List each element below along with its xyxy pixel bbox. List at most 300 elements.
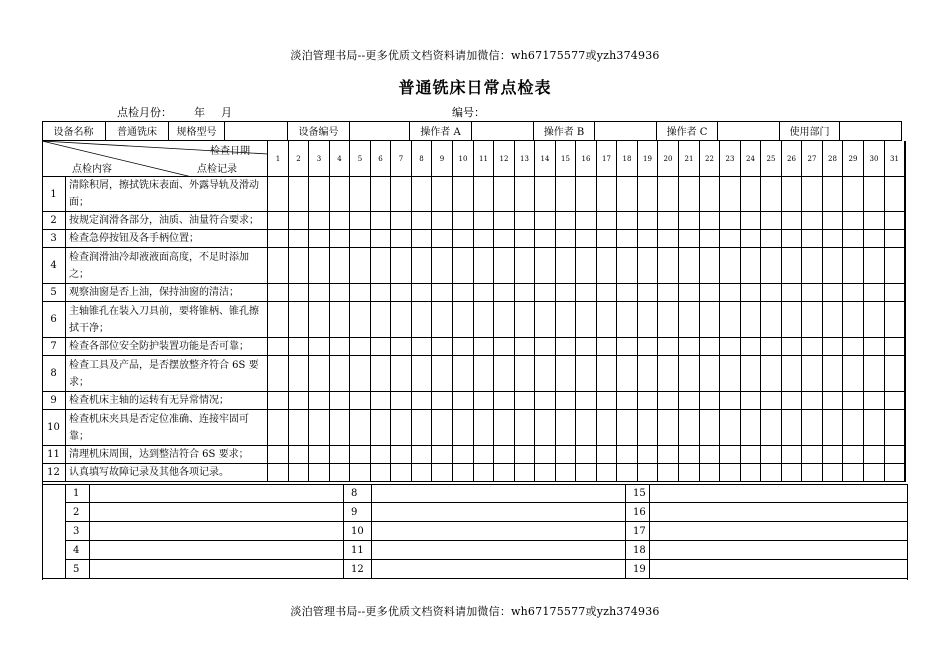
check-cell[interactable] xyxy=(453,302,474,338)
record-entry-field[interactable] xyxy=(372,484,626,503)
check-cell[interactable] xyxy=(658,464,679,482)
check-cell[interactable] xyxy=(658,410,679,446)
check-cell[interactable] xyxy=(432,284,453,302)
check-cell[interactable] xyxy=(309,392,330,410)
check-cell[interactable] xyxy=(309,284,330,302)
check-cell[interactable] xyxy=(556,248,576,284)
check-cell[interactable] xyxy=(494,248,515,284)
check-cell[interactable] xyxy=(617,284,638,302)
check-cell[interactable] xyxy=(679,177,700,212)
check-cell[interactable] xyxy=(700,302,720,338)
check-cell[interactable] xyxy=(453,338,474,356)
check-cell[interactable] xyxy=(823,284,843,302)
check-cell[interactable] xyxy=(782,177,802,212)
check-cell[interactable] xyxy=(885,230,905,248)
check-cell[interactable] xyxy=(617,446,638,464)
check-cell[interactable] xyxy=(741,302,761,338)
check-cell[interactable] xyxy=(720,230,741,248)
check-cell[interactable] xyxy=(309,248,330,284)
check-cell[interactable] xyxy=(597,248,617,284)
check-cell[interactable] xyxy=(576,464,597,482)
check-cell[interactable] xyxy=(864,230,885,248)
equipment-no-value[interactable] xyxy=(350,121,410,141)
check-cell[interactable] xyxy=(741,464,761,482)
check-cell[interactable] xyxy=(761,212,782,230)
check-cell[interactable] xyxy=(823,356,843,392)
check-cell[interactable] xyxy=(289,212,309,230)
check-cell[interactable] xyxy=(350,177,371,212)
check-cell[interactable] xyxy=(494,356,515,392)
check-cell[interactable] xyxy=(679,464,700,482)
check-cell[interactable] xyxy=(720,338,741,356)
check-cell[interactable] xyxy=(330,248,350,284)
check-cell[interactable] xyxy=(289,464,309,482)
check-cell[interactable] xyxy=(782,338,802,356)
check-cell[interactable] xyxy=(474,338,494,356)
check-cell[interactable] xyxy=(700,446,720,464)
check-cell[interactable] xyxy=(843,410,864,446)
check-cell[interactable] xyxy=(494,212,515,230)
check-cell[interactable] xyxy=(679,230,700,248)
check-cell[interactable] xyxy=(638,446,658,464)
check-cell[interactable] xyxy=(453,248,474,284)
check-cell[interactable] xyxy=(576,248,597,284)
check-cell[interactable] xyxy=(268,302,289,338)
check-cell[interactable] xyxy=(412,410,432,446)
check-cell[interactable] xyxy=(309,464,330,482)
check-cell[interactable] xyxy=(823,338,843,356)
check-cell[interactable] xyxy=(494,446,515,464)
check-cell[interactable] xyxy=(617,177,638,212)
check-cell[interactable] xyxy=(515,248,535,284)
check-cell[interactable] xyxy=(741,284,761,302)
check-cell[interactable] xyxy=(474,446,494,464)
check-cell[interactable] xyxy=(412,464,432,482)
check-cell[interactable] xyxy=(658,248,679,284)
equipment-name-value[interactable]: 普通铣床 xyxy=(106,121,169,141)
check-cell[interactable] xyxy=(289,356,309,392)
check-cell[interactable] xyxy=(720,248,741,284)
check-cell[interactable] xyxy=(309,177,330,212)
check-cell[interactable] xyxy=(679,392,700,410)
check-cell[interactable] xyxy=(864,338,885,356)
check-cell[interactable] xyxy=(782,392,802,410)
check-cell[interactable] xyxy=(556,356,576,392)
check-cell[interactable] xyxy=(576,392,597,410)
check-cell[interactable] xyxy=(289,284,309,302)
check-cell[interactable] xyxy=(309,212,330,230)
check-cell[interactable] xyxy=(761,248,782,284)
record-entry-field[interactable] xyxy=(90,503,344,522)
check-cell[interactable] xyxy=(535,356,556,392)
check-cell[interactable] xyxy=(885,392,905,410)
check-cell[interactable] xyxy=(720,446,741,464)
check-cell[interactable] xyxy=(843,356,864,392)
check-cell[interactable] xyxy=(597,410,617,446)
check-cell[interactable] xyxy=(350,248,371,284)
check-cell[interactable] xyxy=(782,446,802,464)
check-cell[interactable] xyxy=(412,248,432,284)
check-cell[interactable] xyxy=(412,177,432,212)
check-cell[interactable] xyxy=(289,410,309,446)
check-cell[interactable] xyxy=(412,338,432,356)
check-cell[interactable] xyxy=(802,248,823,284)
check-cell[interactable] xyxy=(720,356,741,392)
check-cell[interactable] xyxy=(432,410,453,446)
check-cell[interactable] xyxy=(843,464,864,482)
check-cell[interactable] xyxy=(330,410,350,446)
check-cell[interactable] xyxy=(391,392,412,410)
check-cell[interactable] xyxy=(658,338,679,356)
check-cell[interactable] xyxy=(802,410,823,446)
check-cell[interactable] xyxy=(515,356,535,392)
check-cell[interactable] xyxy=(453,356,474,392)
check-cell[interactable] xyxy=(700,230,720,248)
check-cell[interactable] xyxy=(638,356,658,392)
check-cell[interactable] xyxy=(576,230,597,248)
check-cell[interactable] xyxy=(885,284,905,302)
check-cell[interactable] xyxy=(556,284,576,302)
check-cell[interactable] xyxy=(330,230,350,248)
check-cell[interactable] xyxy=(268,356,289,392)
check-cell[interactable] xyxy=(371,302,391,338)
record-entry-field[interactable] xyxy=(650,541,908,560)
check-cell[interactable] xyxy=(556,410,576,446)
check-cell[interactable] xyxy=(576,284,597,302)
check-cell[interactable] xyxy=(700,392,720,410)
check-cell[interactable] xyxy=(720,302,741,338)
check-cell[interactable] xyxy=(535,302,556,338)
check-cell[interactable] xyxy=(268,284,289,302)
check-cell[interactable] xyxy=(761,356,782,392)
check-cell[interactable] xyxy=(412,446,432,464)
check-cell[interactable] xyxy=(371,392,391,410)
check-cell[interactable] xyxy=(843,177,864,212)
check-cell[interactable] xyxy=(761,410,782,446)
check-cell[interactable] xyxy=(535,284,556,302)
operator-b-value[interactable] xyxy=(595,121,657,141)
check-cell[interactable] xyxy=(309,302,330,338)
check-cell[interactable] xyxy=(597,230,617,248)
check-cell[interactable] xyxy=(802,230,823,248)
record-entry-field[interactable] xyxy=(650,522,908,541)
check-cell[interactable] xyxy=(638,338,658,356)
check-cell[interactable] xyxy=(535,464,556,482)
check-cell[interactable] xyxy=(391,248,412,284)
check-cell[interactable] xyxy=(535,410,556,446)
check-cell[interactable] xyxy=(679,212,700,230)
check-cell[interactable] xyxy=(864,177,885,212)
check-cell[interactable] xyxy=(843,284,864,302)
check-cell[interactable] xyxy=(474,410,494,446)
check-cell[interactable] xyxy=(885,338,905,356)
check-cell[interactable] xyxy=(391,464,412,482)
check-cell[interactable] xyxy=(268,177,289,212)
check-cell[interactable] xyxy=(432,392,453,410)
check-cell[interactable] xyxy=(289,230,309,248)
check-cell[interactable] xyxy=(638,248,658,284)
record-entry-field[interactable] xyxy=(650,560,908,579)
check-cell[interactable] xyxy=(617,230,638,248)
check-cell[interactable] xyxy=(268,410,289,446)
check-cell[interactable] xyxy=(432,230,453,248)
check-cell[interactable] xyxy=(535,446,556,464)
check-cell[interactable] xyxy=(843,446,864,464)
check-cell[interactable] xyxy=(412,284,432,302)
check-cell[interactable] xyxy=(700,410,720,446)
check-cell[interactable] xyxy=(720,177,741,212)
check-cell[interactable] xyxy=(576,338,597,356)
check-cell[interactable] xyxy=(741,212,761,230)
check-cell[interactable] xyxy=(309,446,330,464)
check-cell[interactable] xyxy=(617,338,638,356)
check-cell[interactable] xyxy=(741,356,761,392)
check-cell[interactable] xyxy=(597,177,617,212)
check-cell[interactable] xyxy=(391,284,412,302)
check-cell[interactable] xyxy=(741,392,761,410)
check-cell[interactable] xyxy=(700,248,720,284)
check-cell[interactable] xyxy=(494,230,515,248)
check-cell[interactable] xyxy=(494,410,515,446)
check-cell[interactable] xyxy=(864,392,885,410)
check-cell[interactable] xyxy=(474,177,494,212)
check-cell[interactable] xyxy=(843,248,864,284)
check-cell[interactable] xyxy=(782,212,802,230)
check-cell[interactable] xyxy=(515,464,535,482)
check-cell[interactable] xyxy=(679,284,700,302)
check-cell[interactable] xyxy=(700,177,720,212)
check-cell[interactable] xyxy=(535,212,556,230)
check-cell[interactable] xyxy=(658,230,679,248)
record-entry-field[interactable] xyxy=(650,503,908,522)
check-cell[interactable] xyxy=(700,212,720,230)
check-cell[interactable] xyxy=(268,392,289,410)
check-cell[interactable] xyxy=(350,230,371,248)
check-cell[interactable] xyxy=(474,302,494,338)
check-cell[interactable] xyxy=(576,410,597,446)
check-cell[interactable] xyxy=(268,446,289,464)
check-cell[interactable] xyxy=(885,302,905,338)
check-cell[interactable] xyxy=(432,338,453,356)
check-cell[interactable] xyxy=(885,212,905,230)
check-cell[interactable] xyxy=(864,248,885,284)
check-cell[interactable] xyxy=(802,392,823,410)
check-cell[interactable] xyxy=(330,284,350,302)
check-cell[interactable] xyxy=(597,356,617,392)
check-cell[interactable] xyxy=(391,338,412,356)
check-cell[interactable] xyxy=(843,230,864,248)
check-cell[interactable] xyxy=(453,284,474,302)
check-cell[interactable] xyxy=(700,338,720,356)
check-cell[interactable] xyxy=(432,446,453,464)
check-cell[interactable] xyxy=(576,212,597,230)
check-cell[interactable] xyxy=(556,464,576,482)
check-cell[interactable] xyxy=(864,464,885,482)
check-cell[interactable] xyxy=(761,392,782,410)
check-cell[interactable] xyxy=(432,248,453,284)
check-cell[interactable] xyxy=(782,284,802,302)
check-cell[interactable] xyxy=(597,338,617,356)
check-cell[interactable] xyxy=(391,230,412,248)
check-cell[interactable] xyxy=(535,230,556,248)
check-cell[interactable] xyxy=(720,410,741,446)
check-cell[interactable] xyxy=(782,464,802,482)
check-cell[interactable] xyxy=(638,302,658,338)
department-value[interactable] xyxy=(840,121,902,141)
check-cell[interactable] xyxy=(802,356,823,392)
record-entry-field[interactable] xyxy=(372,503,626,522)
check-cell[interactable] xyxy=(289,446,309,464)
model-value[interactable] xyxy=(225,121,288,141)
check-cell[interactable] xyxy=(556,177,576,212)
record-entry-field[interactable] xyxy=(90,522,344,541)
check-cell[interactable] xyxy=(658,356,679,392)
check-cell[interactable] xyxy=(268,248,289,284)
record-entry-field[interactable] xyxy=(90,484,344,503)
check-cell[interactable] xyxy=(391,212,412,230)
check-cell[interactable] xyxy=(330,212,350,230)
check-cell[interactable] xyxy=(371,248,391,284)
check-cell[interactable] xyxy=(515,446,535,464)
check-cell[interactable] xyxy=(453,230,474,248)
check-cell[interactable] xyxy=(432,356,453,392)
check-cell[interactable] xyxy=(658,446,679,464)
check-cell[interactable] xyxy=(761,230,782,248)
check-cell[interactable] xyxy=(432,177,453,212)
record-entry-field[interactable] xyxy=(650,484,908,503)
check-cell[interactable] xyxy=(494,284,515,302)
check-cell[interactable] xyxy=(576,446,597,464)
check-cell[interactable] xyxy=(556,302,576,338)
check-cell[interactable] xyxy=(720,392,741,410)
check-cell[interactable] xyxy=(597,284,617,302)
check-cell[interactable] xyxy=(843,302,864,338)
check-cell[interactable] xyxy=(638,410,658,446)
check-cell[interactable] xyxy=(823,302,843,338)
check-cell[interactable] xyxy=(330,302,350,338)
check-cell[interactable] xyxy=(761,464,782,482)
check-cell[interactable] xyxy=(576,356,597,392)
check-cell[interactable] xyxy=(802,338,823,356)
check-cell[interactable] xyxy=(371,230,391,248)
check-cell[interactable] xyxy=(617,464,638,482)
check-cell[interactable] xyxy=(535,392,556,410)
check-cell[interactable] xyxy=(823,248,843,284)
check-cell[interactable] xyxy=(453,464,474,482)
check-cell[interactable] xyxy=(412,356,432,392)
check-cell[interactable] xyxy=(638,284,658,302)
check-cell[interactable] xyxy=(289,248,309,284)
check-cell[interactable] xyxy=(371,410,391,446)
check-cell[interactable] xyxy=(761,284,782,302)
check-cell[interactable] xyxy=(556,212,576,230)
check-cell[interactable] xyxy=(330,392,350,410)
check-cell[interactable] xyxy=(782,302,802,338)
check-cell[interactable] xyxy=(823,212,843,230)
check-cell[interactable] xyxy=(412,230,432,248)
check-cell[interactable] xyxy=(658,212,679,230)
check-cell[interactable] xyxy=(309,356,330,392)
check-cell[interactable] xyxy=(289,392,309,410)
check-cell[interactable] xyxy=(453,392,474,410)
check-cell[interactable] xyxy=(494,392,515,410)
check-cell[interactable] xyxy=(741,177,761,212)
check-cell[interactable] xyxy=(268,464,289,482)
check-cell[interactable] xyxy=(720,284,741,302)
check-cell[interactable] xyxy=(658,177,679,212)
check-cell[interactable] xyxy=(350,464,371,482)
check-cell[interactable] xyxy=(638,177,658,212)
check-cell[interactable] xyxy=(515,302,535,338)
check-cell[interactable] xyxy=(515,284,535,302)
check-cell[interactable] xyxy=(802,302,823,338)
check-cell[interactable] xyxy=(576,177,597,212)
check-cell[interactable] xyxy=(453,410,474,446)
check-cell[interactable] xyxy=(371,464,391,482)
check-cell[interactable] xyxy=(679,356,700,392)
check-cell[interactable] xyxy=(515,230,535,248)
check-cell[interactable] xyxy=(597,464,617,482)
check-cell[interactable] xyxy=(617,392,638,410)
operator-c-value[interactable] xyxy=(718,121,780,141)
check-cell[interactable] xyxy=(864,302,885,338)
check-cell[interactable] xyxy=(782,230,802,248)
check-cell[interactable] xyxy=(617,410,638,446)
check-cell[interactable] xyxy=(474,464,494,482)
check-cell[interactable] xyxy=(330,464,350,482)
check-cell[interactable] xyxy=(741,410,761,446)
check-cell[interactable] xyxy=(823,177,843,212)
check-cell[interactable] xyxy=(330,338,350,356)
check-cell[interactable] xyxy=(617,248,638,284)
check-cell[interactable] xyxy=(391,177,412,212)
check-cell[interactable] xyxy=(289,338,309,356)
check-cell[interactable] xyxy=(638,392,658,410)
check-cell[interactable] xyxy=(371,446,391,464)
check-cell[interactable] xyxy=(741,338,761,356)
check-cell[interactable] xyxy=(474,212,494,230)
record-entry-field[interactable] xyxy=(372,522,626,541)
check-cell[interactable] xyxy=(432,464,453,482)
check-cell[interactable] xyxy=(864,212,885,230)
check-cell[interactable] xyxy=(309,338,330,356)
check-cell[interactable] xyxy=(617,212,638,230)
check-cell[interactable] xyxy=(474,230,494,248)
check-cell[interactable] xyxy=(700,356,720,392)
check-cell[interactable] xyxy=(802,446,823,464)
check-cell[interactable] xyxy=(885,446,905,464)
operator-a-value[interactable] xyxy=(472,121,534,141)
check-cell[interactable] xyxy=(535,338,556,356)
check-cell[interactable] xyxy=(515,392,535,410)
check-cell[interactable] xyxy=(350,212,371,230)
check-cell[interactable] xyxy=(823,392,843,410)
check-cell[interactable] xyxy=(864,446,885,464)
check-cell[interactable] xyxy=(576,302,597,338)
check-cell[interactable] xyxy=(350,392,371,410)
check-cell[interactable] xyxy=(843,338,864,356)
check-cell[interactable] xyxy=(556,446,576,464)
check-cell[interactable] xyxy=(761,302,782,338)
check-cell[interactable] xyxy=(371,338,391,356)
check-cell[interactable] xyxy=(638,230,658,248)
check-cell[interactable] xyxy=(679,338,700,356)
check-cell[interactable] xyxy=(741,248,761,284)
check-cell[interactable] xyxy=(391,302,412,338)
check-cell[interactable] xyxy=(720,212,741,230)
record-entry-field[interactable] xyxy=(372,560,626,579)
check-cell[interactable] xyxy=(350,302,371,338)
